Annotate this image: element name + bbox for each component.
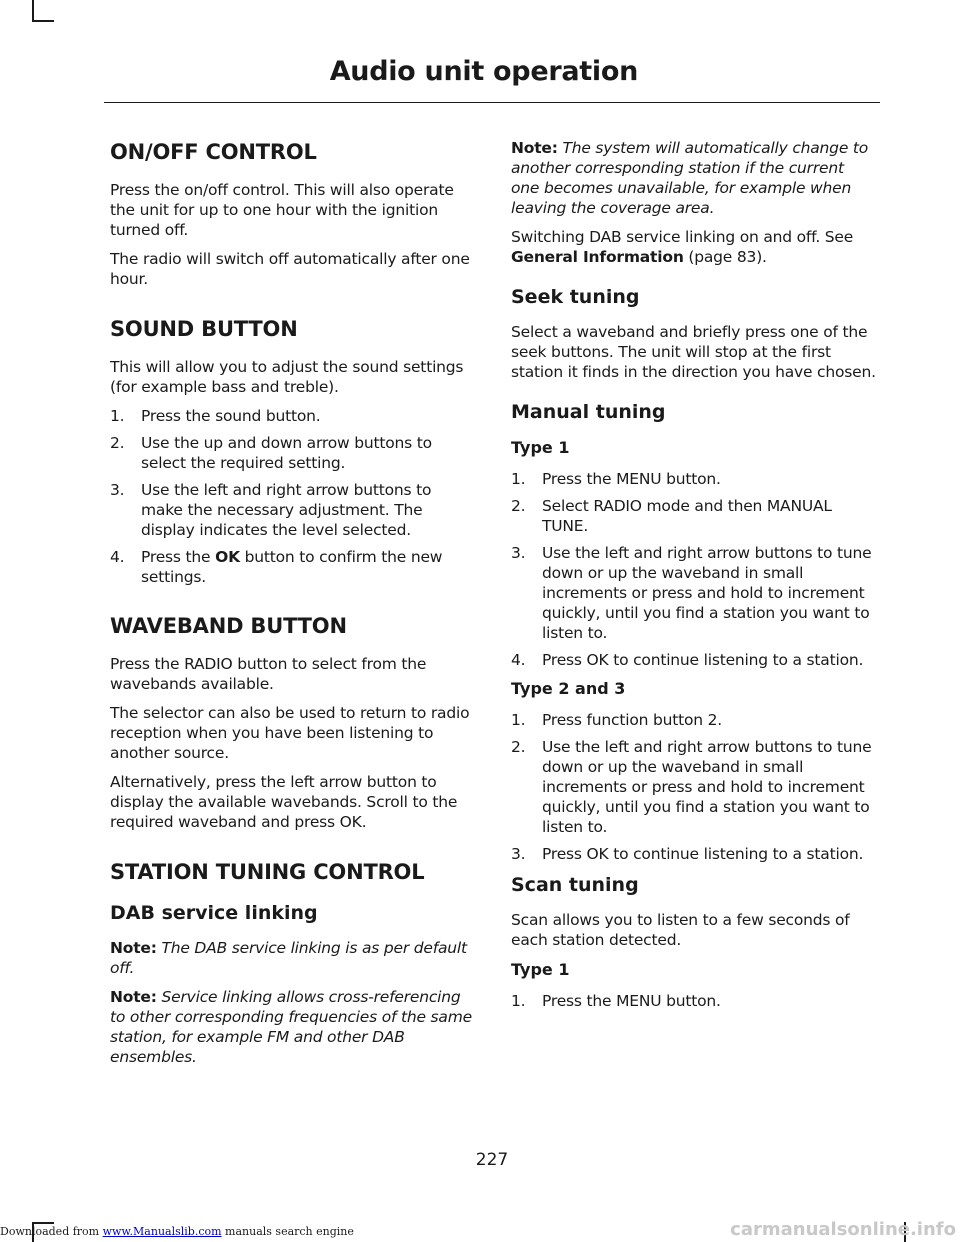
scan-paragraph: Scan allows you to listen to a few seconds of each station detected. [511, 911, 850, 949]
list-item: 1. Press the sound button. [110, 407, 321, 425]
dab-switch-paragraph: Switching DAB service linking on and off. See General Information (page 83). [511, 228, 854, 266]
watermark: carmanualsonline.info [730, 1219, 956, 1240]
sound-paragraph-1: This will allow you to adjust the sound settings (for example bass and treble). [110, 358, 464, 396]
manual-type1-heading: Type 1 [511, 438, 570, 457]
crop-mark-top-left-h [32, 20, 54, 22]
station-tuning-heading: STATION TUNING CONTROL [110, 860, 425, 884]
scan-type1-steps [511, 991, 876, 1011]
manualslib-link[interactable]: www.Manualslib.com [102, 1225, 222, 1238]
manual-type23-heading: Type 2 and 3 [511, 679, 626, 698]
manual-type1-steps [511, 469, 876, 670]
list-item: 1. Press function button 2. [511, 711, 723, 729]
waveband-heading: WAVEBAND BUTTON [110, 614, 347, 638]
note-dab-default: Note: The DAB service linking is as per default off. [110, 939, 467, 977]
right-column [511, 138, 876, 1019]
sound-heading: SOUND BUTTON [110, 317, 298, 341]
list-item: 3. Press OK to continue listening to a station. [511, 845, 864, 863]
waveband-paragraph-3: Alternatively, press the left arrow button to display the available wavebands. Scroll to the required waveband and press OK. [110, 773, 458, 831]
list-item: 4. Press the OK button to confirm the new settings. [110, 548, 443, 586]
crop-mark-top-left [32, 0, 34, 22]
list-item: 3. Use the left and right arrow buttons to tune down or up the waveband in small increments or press and hold to increment quickly, until you find a station you want to listen to. [511, 544, 872, 642]
onoff-paragraph-2: The radio will switch off automatically after one hour. [110, 250, 470, 288]
list-item: 2. Use the up and down arrow buttons to select the required setting. [110, 434, 432, 472]
sound-steps [110, 406, 475, 587]
crop-mark-bottom-left-h [32, 1222, 54, 1224]
list-item: 3. Use the left and right arrow buttons to make the necessary adjustment. The display indicates the level selected. [110, 481, 432, 539]
download-footer: Downloaded from www.Manualslib.com manuals search engine [0, 1225, 354, 1238]
header-rule [104, 102, 880, 103]
dab-linking-heading: DAB service linking [110, 902, 318, 924]
manual-type23-steps [511, 710, 876, 864]
manual-tuning-heading: Manual tuning [511, 401, 666, 423]
page-number: 227 [475, 1150, 509, 1170]
seek-tuning-heading: Seek tuning [511, 286, 640, 308]
general-information-link[interactable]: General Information [511, 248, 684, 266]
list-item: 1. Press the MENU button. [511, 992, 721, 1010]
scan-type1-heading: Type 1 [511, 960, 570, 979]
list-item: 1. Press the MENU button. [511, 470, 721, 488]
seek-paragraph: Select a waveband and briefly press one of the seek buttons. The unit will stop at the first station it finds in the direction you have chosen. [511, 323, 876, 381]
onoff-paragraph-1: Press the on/off control. This will also operate the unit for up to one hour with the ignition turned off. [110, 181, 454, 239]
left-column [110, 138, 475, 1076]
waveband-paragraph-1: Press the RADIO button to select from the wavebands available. [110, 655, 427, 693]
list-item: 2. Use the left and right arrow buttons to tune down or up the waveband in small increments or press and hold to increment quickly, until you find a station you want to listen to. [511, 738, 872, 836]
onoff-heading: ON/OFF CONTROL [110, 140, 317, 164]
waveband-paragraph-2: The selector can also be used to return to radio reception when you have been listening to another source. [110, 704, 470, 762]
scan-tuning-heading: Scan tuning [511, 874, 639, 896]
page-header-title: Audio unit operation [329, 56, 638, 87]
note-service-linking: Note: Service linking allows cross-referencing to other corresponding frequencies of the same station, for example FM and other DAB ensembles. [110, 988, 472, 1066]
list-item: 2. Select RADIO mode and then MANUAL TUNE. [511, 497, 832, 535]
note-auto-change: Note: The system will automatically change to another corresponding station if the current one becomes unavailable, for example when leaving the coverage area. [511, 139, 869, 217]
list-item: 4. Press OK to continue listening to a station. [511, 651, 864, 669]
